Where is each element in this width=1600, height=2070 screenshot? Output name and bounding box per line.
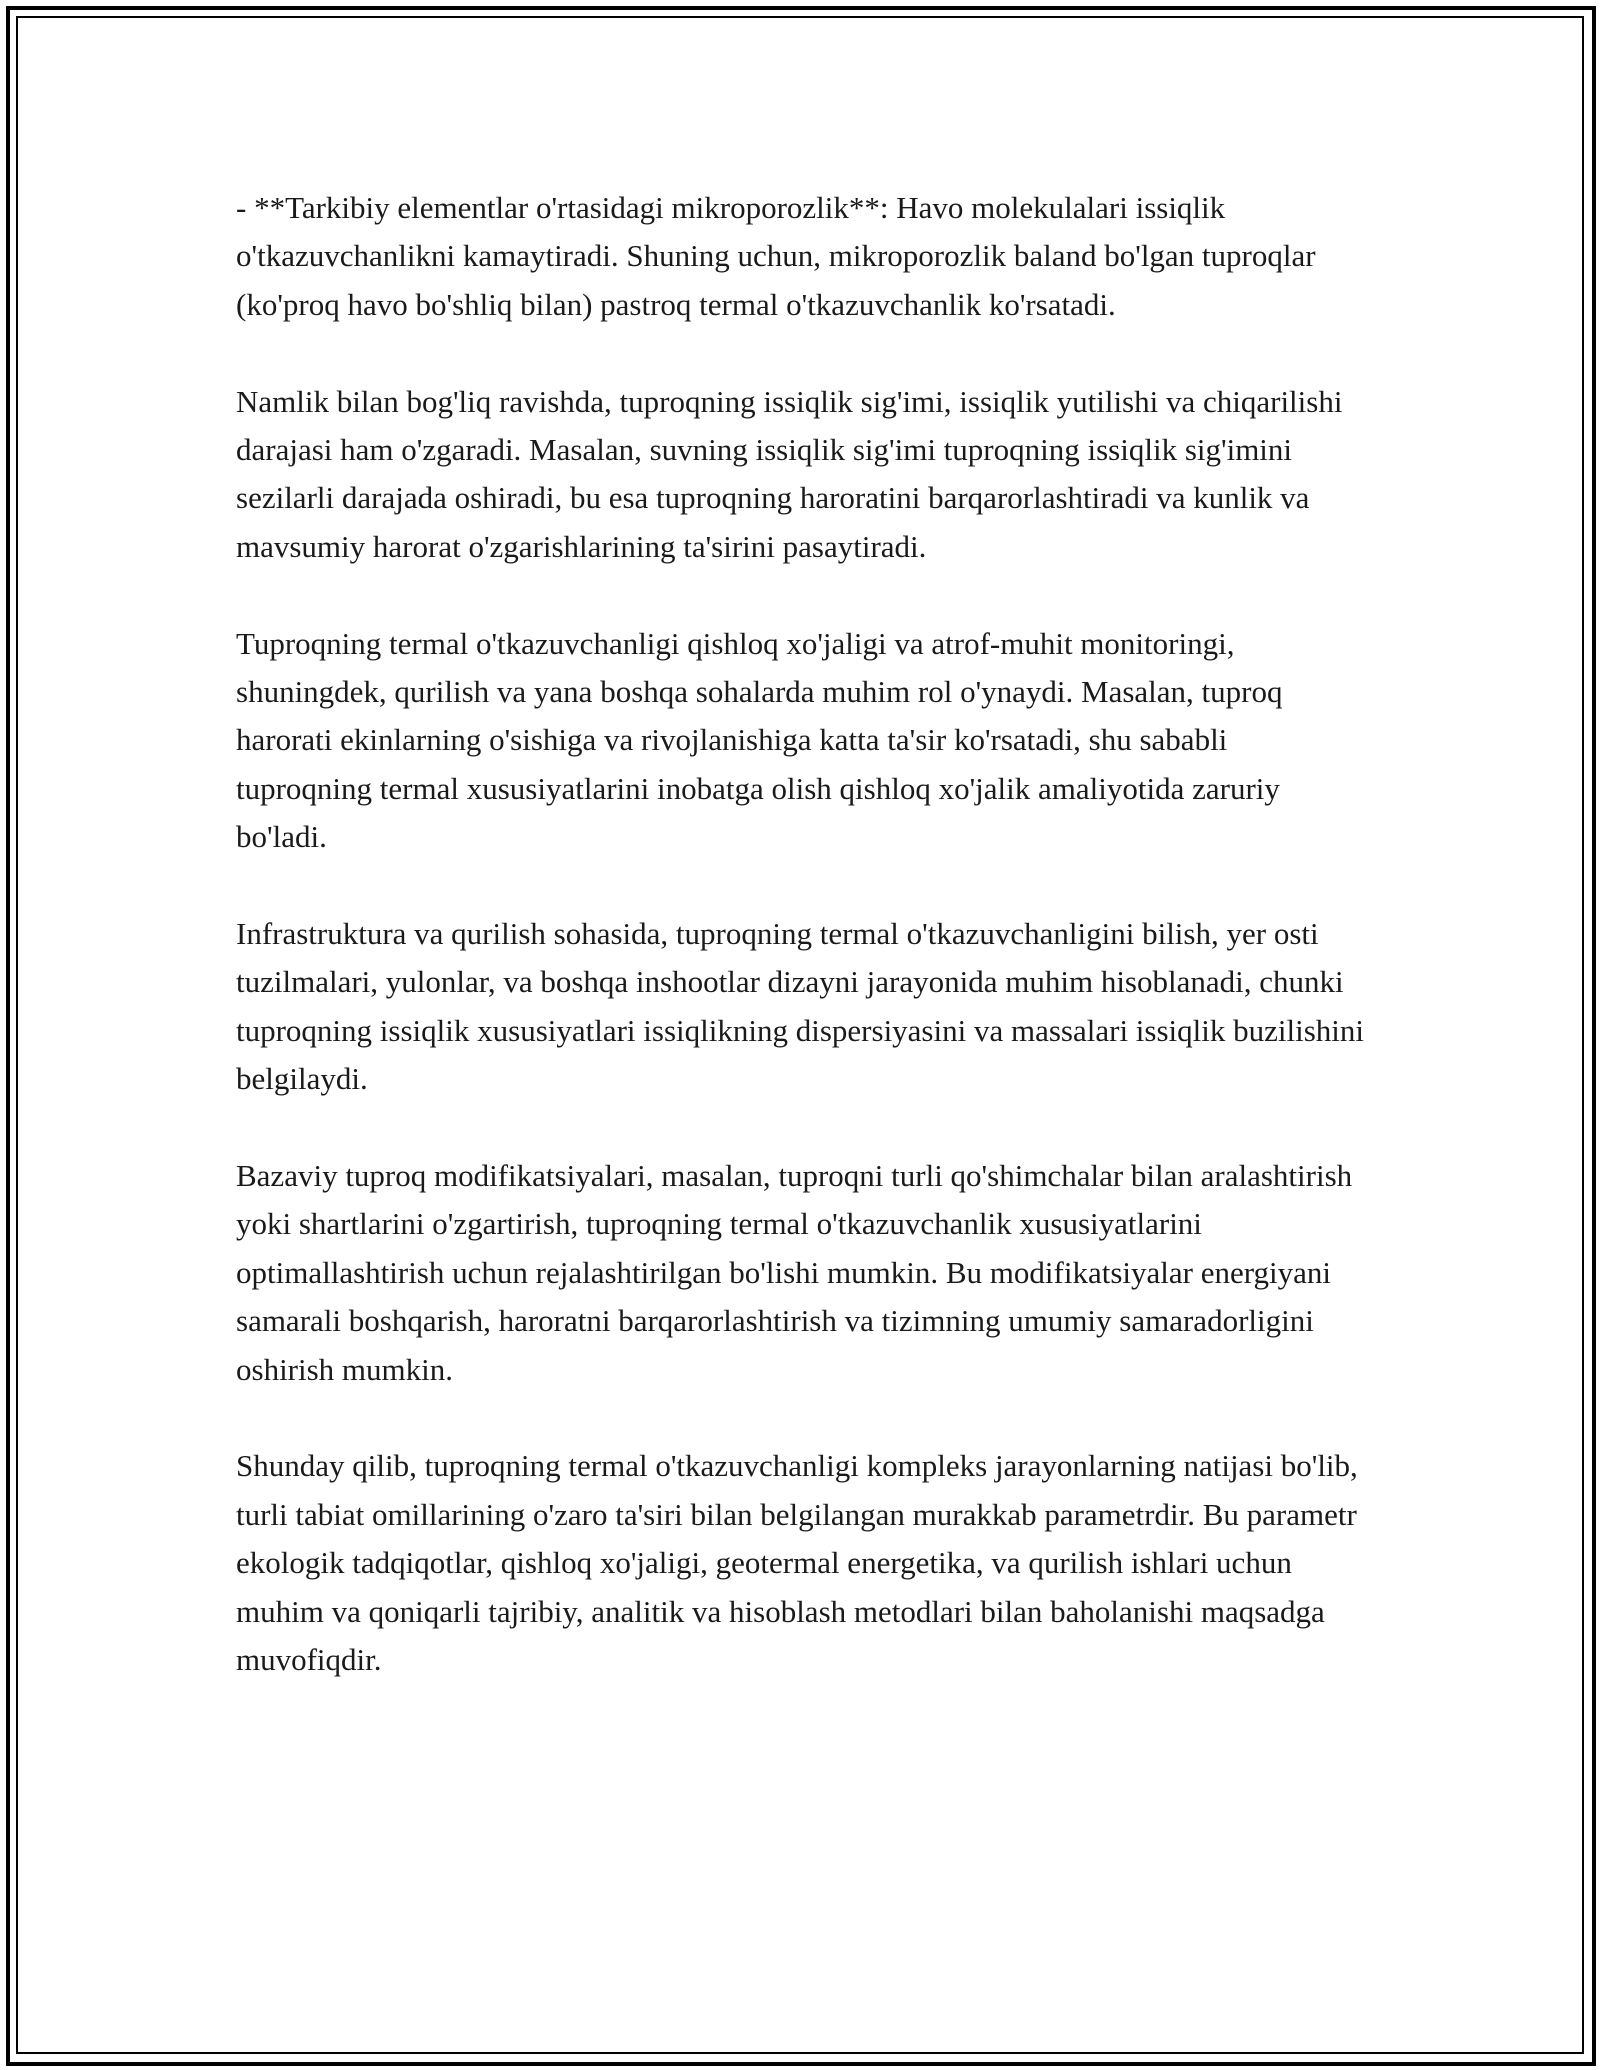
paragraph-moisture-heat-capacity: Namlik bilan bog'liq ravishda, tuproqning issiqlik sig'imi, issiqlik yutilishi va chiqarilishi darajasi ham o'zgaradi. Masalan, suvning issiqlik sig'imi tuproqning issiqlik sig'imini sezilarli darajada oshiradi, bu esa tuproqning haroratini barqarorlashtiradi va kunlik va mavsumiy harorat o'zgarishlarining ta'sirini pasaytiradi. xyxy=(236,383,1343,564)
paragraph-conclusion: Shunday qilib, tuproqning termal o'tkazuvchanligi kompleks jarayonlarning natijasi bo'lib, turli tabiat omillarining o'zaro ta'siri bilan belgilangan murakkab parametrdir. Bu parametr ekologik tadqiqotlar, qishloq xo'jaligi, geotermal energetika, va qurilish ishlari uchun muhim va qoniqarli tajribiy, analitik va hisoblash metodlari bilan baholanishi maqsadga muvofiqdir. xyxy=(236,1448,1358,1678)
paragraph-agriculture-role: Tuproqning termal o'tkazuvchanligi qishloq xo'jaligi va atrof-muhit monitoringi, shuningdek, qurilish va yana boshqa sohalarda muhim rol o'ynaydi. Masalan, tuproq harorati ekinlarning o'sishiga va rivojlanishiga katta ta'sir ko'rsatadi, shu sababli tuproqning termal xususiyatlarini inobatga olish qishloq xo'jalik amaliyotida zaruriy bo'ladi. xyxy=(236,625,1283,855)
paragraph-infrastructure: Infrastruktura va qurilish sohasida, tuproqning termal o'tkazuvchanligini bilish, yer osti tuzilmalari, yulonlar, va boshqa inshootlar dizayni jarayonida muhim hisoblanadi, chunki tuproqning issiqlik xususiyatlari issiqlikning dispersiyasini va massalari issiqlik buzilishini belgilaydi. xyxy=(236,916,1365,1097)
paragraph-microporosity: - **Tarkibiy elementlar o'rtasidagi mikroporozlik**: Havo molekulalari issiqlik o'tkazuvchanlikni kamaytiradi. Shuning uchun, mikroporozlik baland bo'lgan tuproqlar (ko'proq havo bo'shliq bilan) pastroq termal o'tkazuvchanlik ko'rsatadi. xyxy=(236,190,1316,322)
paragraph-soil-modifications: Bazaviy tuproq modifikatsiyalari, masalan, tuproqni turli qo'shimchalar bilan aralashtirish yoki shartlarini o'zgartirish, tuproqning termal o'tkazuvchanlik xususiyatlarini optimallashtirish uchun rejalashtirilgan bo'lishi mumkin. Bu modifikatsiyalar energiyani samarali boshqarish, haroratni barqarorlashtirish va tizimning umumiy samaradorligini oshirish mumkin. xyxy=(236,1158,1353,1387)
document-body xyxy=(236,184,1366,1733)
